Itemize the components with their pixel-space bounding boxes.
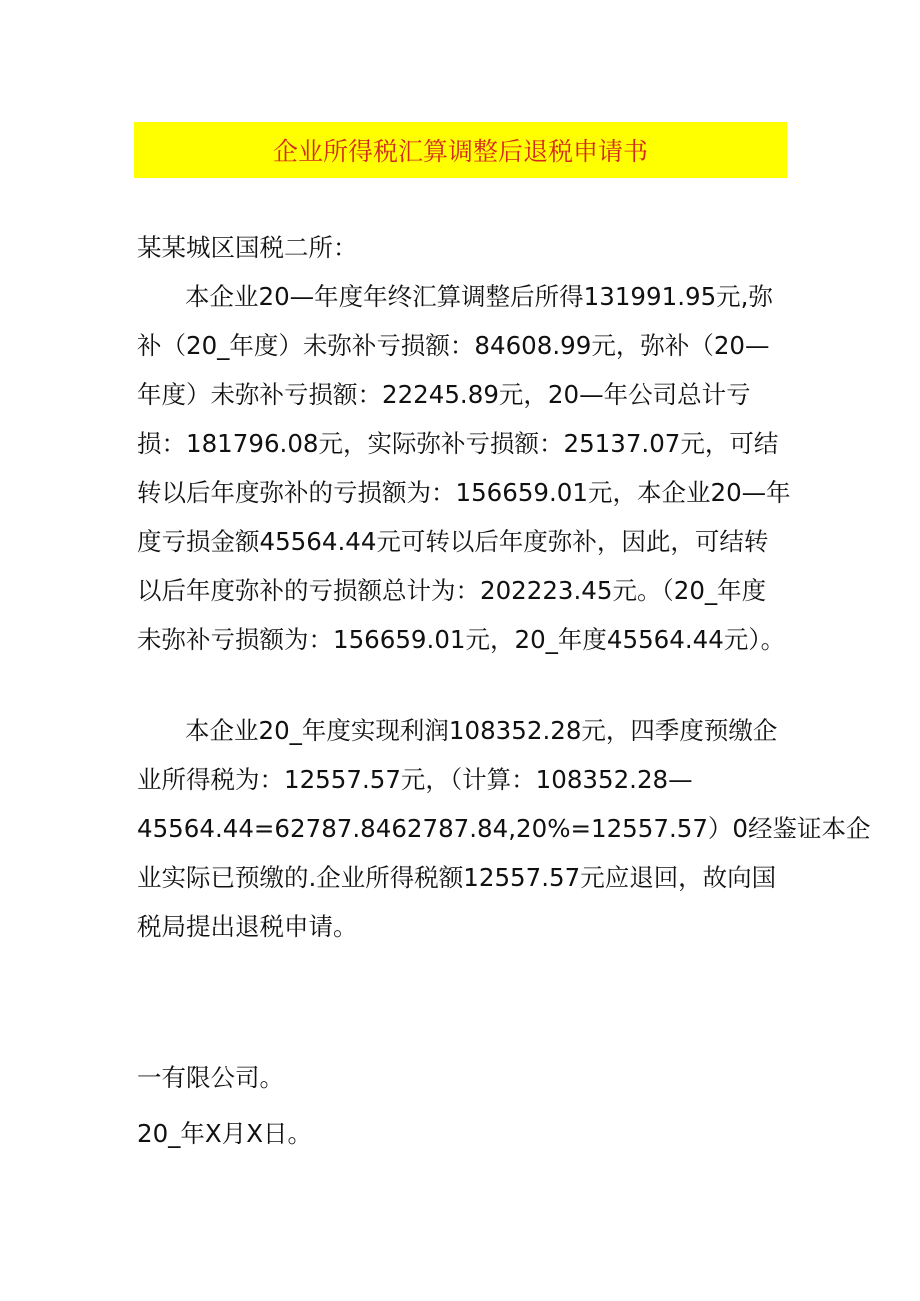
- salutation: 某某城区国税二所：: [137, 233, 358, 262]
- paragraph-line: 45564.44=62787.8462787.84,20%=12557.57）0经鉴证本企: [137, 814, 871, 843]
- paragraph-1: [137, 272, 791, 664]
- paragraph-line: 年度）未弥补亏损额：22245.89元，20—年公司总计亏: [137, 380, 751, 409]
- paragraph-line: 转以后年度弥补的亏损额为：156659.01元，本企业20—年: [137, 478, 791, 507]
- document-title: 企业所得税汇算调整后退税申请书: [272, 137, 648, 166]
- paragraph-2: [137, 706, 871, 951]
- signature-date: 20_年X月X日。: [137, 1119, 312, 1148]
- paragraph-line: 本企业20—年度年终汇算调整后所得131991.95元,弥: [185, 282, 773, 311]
- paragraph-line: 税局提出退税申请。: [137, 912, 358, 941]
- signature-company: 一有限公司。: [137, 1063, 284, 1092]
- title-banner: [134, 122, 787, 178]
- paragraph-line: 以后年度弥补的亏损额总计为：202223.45元。（20_年度: [137, 576, 767, 605]
- paragraph-line: 度亏损金额45564.44元可转以后年度弥补，因此，可结转: [137, 527, 769, 556]
- paragraph-line: 损：181796.08元，实际弥补亏损额：25137.07元，可结: [137, 429, 779, 458]
- paragraph-line: 未弥补亏损额为：156659.01元，20_年度45564.44元）。: [137, 625, 786, 654]
- paragraph-line: 补（20_年度）未弥补亏损额：84608.99元，弥补（20—: [137, 331, 770, 360]
- paragraph-line: 业实际已预缴的.企业所得税额12557.57元应退回，故向国: [137, 863, 777, 892]
- paragraph-line: 业所得税为：12557.57元，（计算：108352.28—: [137, 765, 693, 794]
- paragraph-line: 本企业20_年度实现利润108352.28元，四季度预缴企: [185, 716, 778, 745]
